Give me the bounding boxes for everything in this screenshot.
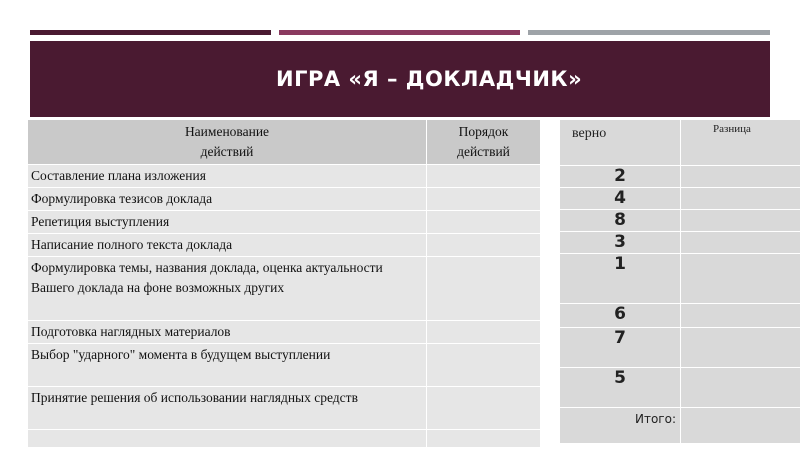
header-difference: Разница [681, 120, 800, 166]
action-order-cell[interactable] [427, 188, 541, 211]
difference-cell[interactable] [681, 328, 800, 368]
action-name-cell [28, 430, 427, 448]
table-row [28, 387, 541, 430]
correct-value: 6 [560, 304, 681, 328]
header-action-order-line1: Порядок [458, 124, 509, 139]
action-name-cell: Подготовка наглядных материалов [28, 321, 427, 344]
table-row [560, 368, 800, 408]
difference-cell[interactable] [681, 188, 800, 210]
action-order-cell[interactable] [427, 321, 541, 344]
header-correct: верно [560, 120, 681, 166]
difference-cell[interactable] [681, 166, 800, 188]
total-row [560, 408, 800, 444]
header-action-order [427, 120, 541, 165]
slide-title: ИГРА «Я – ДОКЛАДЧИК» [276, 67, 583, 91]
table-row [560, 328, 800, 368]
correct-value: 4 [560, 188, 681, 210]
accent-bar-gray [528, 30, 770, 35]
correct-value: 1 [560, 254, 681, 304]
table-row [28, 165, 541, 188]
action-name-cell: Репетиция выступления [28, 211, 427, 234]
table-row [560, 254, 800, 304]
action-name-cell: Принятие решения об использовании наглядных средств [28, 387, 427, 430]
actions-table [27, 119, 541, 448]
difference-cell[interactable] [681, 368, 800, 408]
difference-cell[interactable] [681, 232, 800, 254]
table-row [560, 232, 800, 254]
action-order-cell[interactable] [427, 234, 541, 257]
table-row [28, 321, 541, 344]
action-order-cell[interactable] [427, 211, 541, 234]
actions-table-header [28, 120, 541, 165]
difference-cell[interactable] [681, 254, 800, 304]
header-action-name-line1: Наименование [184, 124, 270, 139]
correct-value: 5 [560, 368, 681, 408]
action-order-cell[interactable] [427, 257, 541, 321]
correct-value: 2 [560, 166, 681, 188]
title-banner [30, 41, 770, 117]
correct-value: 7 [560, 328, 681, 368]
table-row [28, 430, 541, 448]
action-name-cell: Выбор "ударного" момента в будущем выступлении [28, 344, 427, 387]
total-label: Итого: [560, 408, 681, 444]
correct-value: 3 [560, 232, 681, 254]
action-name-cell: Формулировка тезисов доклада [28, 188, 427, 211]
action-order-cell[interactable] [427, 430, 541, 448]
total-value-cell[interactable] [681, 408, 800, 444]
action-name-cell: Составление плана изложения [28, 165, 427, 188]
table-row [28, 188, 541, 211]
correct-value: 8 [560, 210, 681, 232]
action-order-cell[interactable] [427, 344, 541, 387]
table-row [560, 210, 800, 232]
answers-table [559, 119, 800, 444]
action-order-cell[interactable] [427, 387, 541, 430]
answers-table-header [560, 120, 800, 166]
action-name-cell: Написание полного текста доклада [28, 234, 427, 257]
table-row [560, 188, 800, 210]
action-order-cell[interactable] [427, 165, 541, 188]
difference-cell[interactable] [681, 210, 800, 232]
action-name-cell: Формулировка темы, названия доклада, оценка актуальности Вашего доклада на фоне возможных других [28, 257, 427, 321]
difference-cell[interactable] [681, 304, 800, 328]
table-row [28, 211, 541, 234]
table-row [560, 166, 800, 188]
accent-bar-dark [30, 30, 271, 35]
header-action-name [28, 120, 427, 165]
table-row [28, 344, 541, 387]
table-row [560, 304, 800, 328]
table-row [28, 257, 541, 321]
header-action-name-line2: действий [200, 144, 254, 159]
table-row [28, 234, 541, 257]
accent-bar-plum [279, 30, 520, 35]
header-action-order-line2: действий [457, 144, 510, 159]
